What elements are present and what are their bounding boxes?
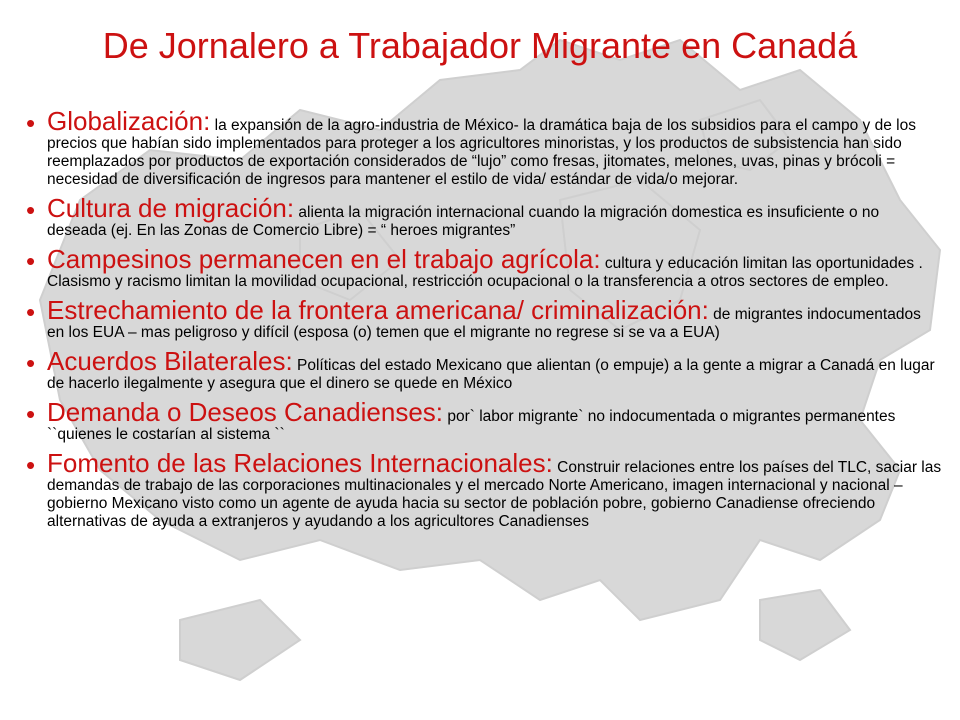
bullet-dot: • <box>26 297 36 327</box>
bullet-item <box>22 399 942 444</box>
bullet-dot: • <box>26 450 36 480</box>
bullet-heading: Cultura de migración: <box>47 193 295 223</box>
bullet-text: alienta la migración internacional cuando la migración domestica es insuficiente o no deseada (ej. En las Zonas de Comercio Libre) = “ heroes migrantes” <box>47 204 880 239</box>
slide-title: De Jornalero a Trabajador Migrante en Canadá <box>102 25 858 66</box>
bullet-text: Construir relaciones entre los países del TLC, saciar las demandas de trabajo de las corporaciones multinacionales y el mercado Norte Americano, imagen internacional y nacional – gobierno Mexicano visto como un agente de ayuda hacia su sector de población pobre, gobierno Canadiense ofreciendo alternativas de ayuda a extranjeros y ayudando a los agricultores Canadienses <box>47 459 942 530</box>
bullet-text: de migrantes indocumentados en los EUA – mas peligroso y difícil (esposa (o) temen que el migrante no regrese si se va a EUA) <box>47 306 921 341</box>
bullet-item <box>22 195 942 240</box>
bullet-dot: • <box>26 348 36 378</box>
bullet-heading: Fomento de las Relaciones Internacionales: <box>47 448 553 478</box>
bullet-item <box>22 108 942 189</box>
bullet-item <box>22 450 942 531</box>
bullet-dot: • <box>26 108 36 138</box>
bullet-item <box>22 297 942 342</box>
bullet-dot: • <box>26 399 36 429</box>
bullet-heading: Globalización: <box>47 106 211 136</box>
bullet-text: Políticas del estado Mexicano que alientan (o empuje) a la gente a migrar a Canadá en lugar de hacerlo ilegalmente y asegura que el dinero se quede en México <box>47 357 935 392</box>
bullet-heading: Acuerdos Bilaterales: <box>47 346 293 376</box>
bullet-text: cultura y educación limitan las oportunidades . Clasismo y racismo limitan la movilidad ocupacional, restricción ocupacional o la transferencia a otros sectores de empleo. <box>47 255 923 290</box>
bullet-item <box>22 348 942 393</box>
bullet-heading: Campesinos permanecen en el trabajo agrícola: <box>47 244 601 274</box>
bullet-item <box>22 246 942 291</box>
bullet-dot: • <box>26 246 36 276</box>
bullet-heading: Demanda o Deseos Canadienses: <box>47 397 444 427</box>
bullet-text: por` labor migrante` no indocumentada o migrantes permanentes ``quienes le costarían al sistema `` <box>47 408 896 443</box>
bullet-text: la expansión de la agro-industria de México- la dramática baja de los subsidios para el campo y de los precios que habían sido implementados para proteger a los agricultores minoristas, y los productos de subsistencia han sido reemplazados por productos de exportación considerados de “lujo” como fresas, jitomates, melones, uvas, pinas y brócoli = necesidad de diversificación de ingresos para mantener el estilo de vida/ estándar de vida/o mejorar. <box>47 117 916 188</box>
bullet-heading: Estrechamiento de la frontera americana/ criminalización: <box>47 295 709 325</box>
bullet-dot: • <box>26 195 36 225</box>
bullet-list <box>22 108 942 537</box>
